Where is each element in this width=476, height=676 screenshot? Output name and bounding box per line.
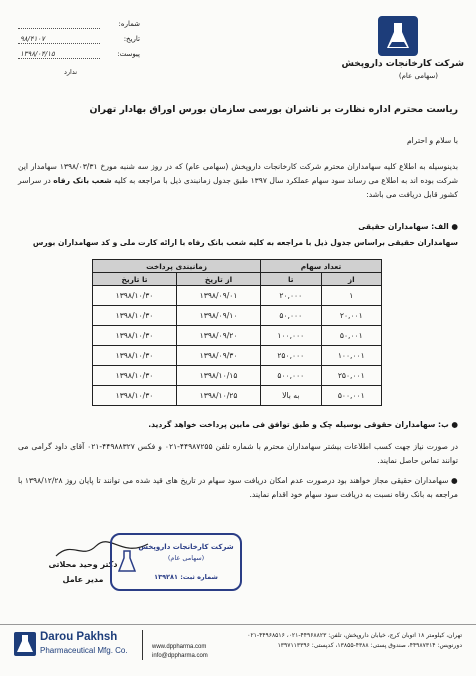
header-to: تا	[261, 273, 321, 286]
footer-brand-sub: Pharmaceutical Mfg. Co.	[40, 646, 128, 655]
table-row	[93, 306, 382, 326]
cell-to: ۱۰۰,۰۰۰	[261, 326, 321, 346]
footer-address: تهران، کیلومتر ۱۸ اتوبان کرج، خیابان داروپخش، تلفن: ۴۴۹۶۸۸۲۳-۰۲۱، ۴۴۹۶۸۵۱۶-۰۲۱	[247, 632, 462, 639]
cell-to: ۲۰,۰۰۰	[261, 286, 321, 306]
date-value: ۱۳۹۸/۰۴/۱۵	[20, 50, 55, 58]
section-a-text: سهامداران حقیقی براساس جدول ذیل با مراجعه به کلیه شعب بانک رفاه با ارائه کارت ملی و کد سهامداران بورس	[32, 238, 458, 247]
number-label: شماره:	[118, 20, 140, 28]
footer-separator	[142, 630, 143, 660]
cell-to-date: ۱۳۹۸/۱۰/۳۰	[93, 286, 177, 306]
note-paragraph: ● سهامداران حقیقی مجاز خواهند بود درصورت عدم امکان دریافت سود سهام در تاریخ های قید شده می توانند تا پایان روز ۱۳۹۸/۱۲/۲۸ با مراجعه به بانک رفاه نسبت به دریافت سود سهام خود اقدام نمایند.	[18, 476, 459, 499]
letter-date	[18, 33, 140, 45]
contact-paragraph: در صورت نیاز جهت کسب اطلاعات بیشتر سهامداران محترم با شماره تلفن ۴۴۹۸۷۲۵۵-۰۲۱ و فکس ۴۴۹۸۸۳۲۷-۰۲۱ آقای داود گرامی می توانند تماس حاصل نمایند.	[18, 442, 458, 465]
cell-to: به بالا	[261, 386, 321, 406]
table-row	[93, 326, 382, 346]
cell-to-date: ۱۳۹۸/۱۰/۳۰	[93, 306, 177, 326]
cell-from-date: ۱۳۹۸/۱۰/۲۵	[177, 386, 261, 406]
footer-contact: دورنویس: ۴۴۹۸۷۳۱۴، صندوق پستی: ۴۳۸۸-۱۳۸۵۵، کدپستی: ۱۳۹۷۱۱۳۳۹۶	[277, 642, 462, 649]
section-b-text: ب: سهامداران حقوقی بوسیله چک و طبق توافق فی مابین پرداخت خواهد گردید.	[148, 420, 449, 429]
letter-number	[18, 18, 140, 30]
footer-brand: Darou Pakhsh	[40, 631, 118, 643]
section-b: ● ب: سهامداران حقوقی بوسیله چک و طبق توافق فی مابین پرداخت خواهد گردید.	[148, 420, 458, 429]
cell-from: ۲۵۰,۰۰۱	[321, 366, 381, 386]
table-row	[93, 346, 382, 366]
stamp-company: شرکت کارخانجات داروپخش	[138, 543, 234, 551]
footer-divider	[0, 624, 476, 625]
stamp-registration: شماره ثبت: ۱۳۹۲۸۱	[154, 573, 218, 581]
intro-paragraph	[18, 160, 458, 202]
note-text: سهامداران حقیقی مجاز خواهند بود درصورت عدم امکان دریافت سود سهام در تاریخ های قید شده می توانند تا پایان روز ۱۳۹۸/۱۲/۲۸ با مراجعه به بانک رفاه نسبت به دریافت سود سهام خود اقدام نمایند.	[18, 476, 458, 499]
footer-email[interactable]: info@dppharma.com	[152, 653, 208, 659]
cell-from: ۵۰۰,۰۰۱	[321, 386, 381, 406]
table-row	[93, 286, 382, 306]
cell-to-date: ۱۳۹۸/۱۰/۳۰	[93, 386, 177, 406]
cell-from: ۱۰۰,۰۰۱	[321, 346, 381, 366]
footer-website[interactable]: www.dppharma.com	[152, 644, 207, 650]
payment-schedule-table	[92, 259, 382, 406]
table-group-header	[93, 260, 382, 273]
letter-attachment	[18, 48, 140, 60]
stamp-flask-icon	[118, 549, 136, 573]
header-to-date: تا تاریخ	[93, 273, 177, 286]
cell-from-date: ۱۳۹۸/۰۹/۳۰	[177, 346, 261, 366]
signatory-role: مدیر عامل	[62, 575, 104, 584]
cell-from: ۱	[321, 286, 381, 306]
attachment-label: پیوست:	[117, 50, 140, 58]
cell-to: ۵۰۰,۰۰۰	[261, 366, 321, 386]
company-logo	[378, 16, 418, 56]
cell-from-date: ۱۳۹۸/۰۹/۰۱	[177, 286, 261, 306]
header-shares: تعداد سهام	[261, 260, 382, 273]
header-from: از	[321, 273, 381, 286]
date-label: تاریخ:	[123, 35, 140, 43]
cell-to-date: ۱۳۹۸/۱۰/۳۰	[93, 346, 177, 366]
flask-icon	[380, 18, 416, 54]
cell-to: ۲۵۰,۰۰۰	[261, 346, 321, 366]
cell-to: ۵۰,۰۰۰	[261, 306, 321, 326]
cell-from-date: ۱۳۹۸/۰۹/۱۰	[177, 306, 261, 326]
signatory-name: دکتر وحید محلاتی	[48, 560, 118, 569]
cell-to-date: ۱۳۹۸/۱۰/۳۰	[93, 326, 177, 346]
table-row	[93, 386, 382, 406]
company-stamp	[110, 533, 242, 591]
company-subtitle: (سهامی عام)	[398, 72, 438, 80]
cell-from-date: ۱۳۹۸/۰۹/۲۰	[177, 326, 261, 346]
letter-title: ریاست محترم اداره نظارت بر ناشران بورسی سازمان بورس اوراق بهادار تهران	[89, 104, 458, 115]
cell-from-date: ۱۳۹۸/۱۰/۱۵	[177, 366, 261, 386]
cell-from: ۲۰,۰۰۱	[321, 306, 381, 326]
cell-from: ۵۰,۰۰۱	[321, 326, 381, 346]
header-from-date: از تاریخ	[177, 273, 261, 286]
table-column-header	[93, 273, 382, 286]
attachment-value: ندارد	[64, 68, 78, 76]
table-row	[93, 366, 382, 386]
company-name: شرکت کارخانجات داروپخش	[341, 59, 464, 69]
header-schedule: زمانبندی پرداخت	[93, 260, 261, 273]
intro-bank-name: شعب بانک رفاه	[53, 176, 112, 185]
greeting: با سلام و احترام	[406, 136, 458, 145]
number-value: ۹۸/۴۱۰۷	[20, 35, 45, 43]
footer-logo	[14, 632, 36, 656]
section-a-label: الف: سهامداران حقیقی	[358, 222, 449, 231]
cell-to-date: ۱۳۹۸/۱۰/۳۰	[93, 366, 177, 386]
footer-flask-icon	[14, 632, 36, 656]
section-a-heading: ● الف: سهامداران حقیقی	[358, 222, 458, 231]
intro-text-1: بدینوسیله به اطلاع کلیه سهامداران محترم شرکت کارخانجات داروپخش (سهامی عام) که در روز سه شنبه مورخ ۱۳۹۸/۰۳/۳۱ سهامدار این شرکت بوده اند به اطلاع می رساند سود سهام عملکرد سال ۱۳۹۷ طبق جدول زمانبندی ذیل با مراجعه به کلیه	[18, 162, 458, 185]
intro-text-2: در سراسر کشور قابل دریافت می باشد:	[18, 176, 458, 199]
stamp-type: (سهامی عام)	[167, 554, 205, 562]
